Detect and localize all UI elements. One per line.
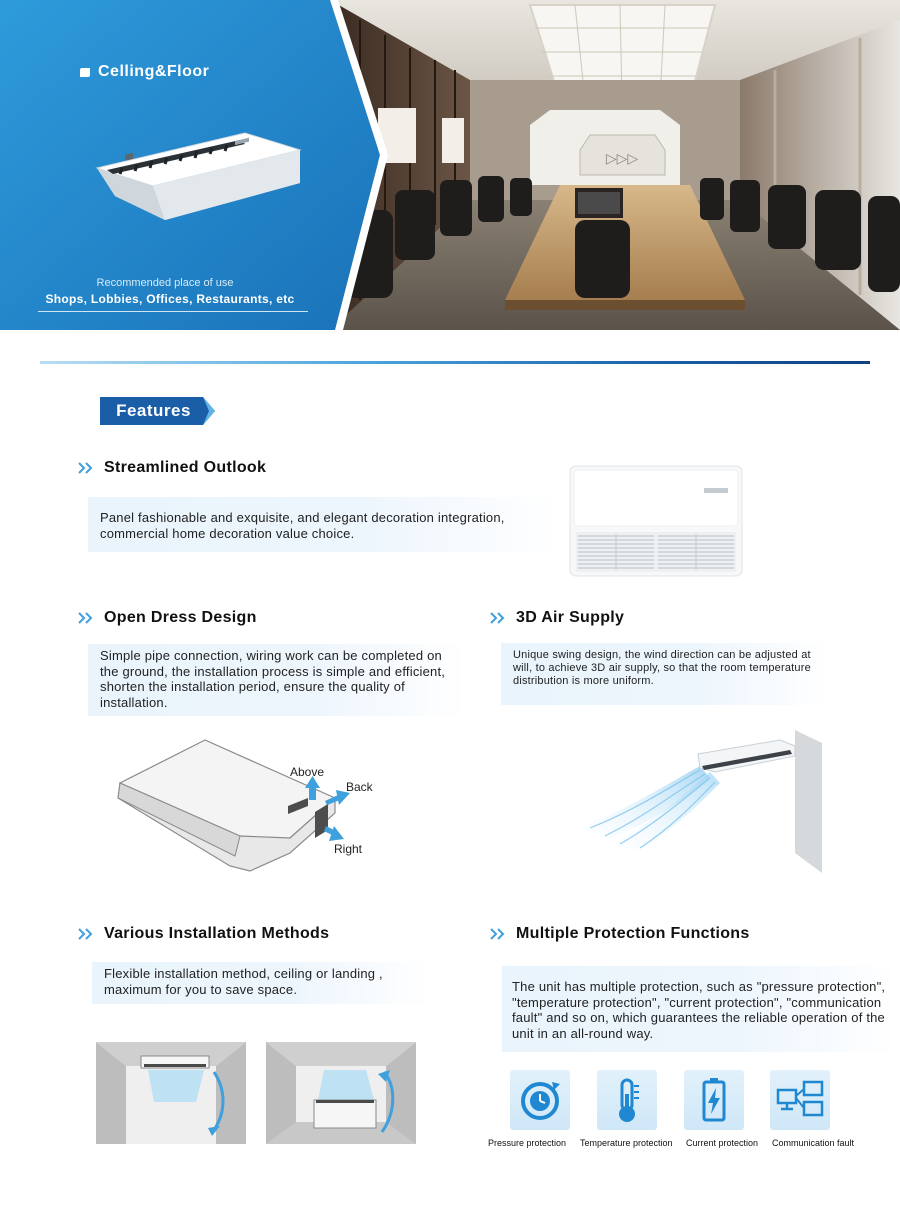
installation-body: Flexible installation method, ceiling or landing , maximum for you to save space.	[104, 966, 383, 997]
battery-bolt-icon	[684, 1070, 744, 1130]
title-bullet-icon	[80, 68, 90, 77]
protection-body: The unit has multiple protection, such as "pressure protection", "temperature protection", "current protection", "communication fault" and so on, which guarantees the reliable operation of the unit in an all-round way.	[512, 979, 886, 1041]
pipe-connection-diagram	[110, 738, 370, 873]
protection-heading	[490, 925, 750, 943]
air-flow-illustration	[550, 728, 830, 878]
ceiling-floor-unit-image	[95, 128, 305, 223]
pressure-gauge-icon	[510, 1070, 570, 1130]
hero-underline	[38, 311, 308, 312]
installation-title: Various Installation Methods	[104, 925, 330, 942]
streamlined-title: Streamlined Outlook	[104, 459, 267, 476]
temperature-protection-label: Temperature protection	[580, 1138, 673, 1148]
communication-fault-tile	[770, 1070, 830, 1130]
open-dress-heading	[78, 609, 257, 627]
hero-title	[80, 63, 209, 81]
recommend-places: Shops, Lobbies, Offices, Restaurants, etc	[45, 292, 295, 306]
open-dress-text-box	[88, 644, 468, 716]
ceiling-install-diagram	[96, 1042, 246, 1144]
label-right: Right	[334, 842, 363, 856]
double-chevron-icon	[490, 612, 508, 624]
streamlined-text-box	[88, 497, 558, 552]
open-dress-title: Open Dress Design	[104, 609, 257, 626]
hero-title-text: Celling&Floor	[98, 63, 210, 80]
floor-unit-front-image	[566, 462, 746, 578]
svg-text:▷▷▷: ▷▷▷	[605, 151, 639, 167]
temperature-protection-tile	[597, 1070, 657, 1130]
current-protection-label: Current protection	[686, 1138, 759, 1148]
section-divider	[40, 361, 870, 364]
streamlined-heading	[78, 459, 266, 477]
features-tag	[100, 397, 215, 425]
hero-banner	[0, 0, 900, 330]
double-chevron-icon	[78, 612, 96, 624]
installation-heading	[78, 925, 329, 943]
label-above: Above	[290, 765, 325, 779]
air-supply-text-box	[501, 643, 831, 705]
pressure-protection-tile	[510, 1070, 570, 1130]
air-supply-title: 3D Air Supply	[516, 609, 625, 626]
communication-fault-label: Communication fault	[772, 1138, 855, 1148]
double-chevron-icon	[490, 928, 508, 940]
air-supply-body: Unique swing design, the wind direction can be adjusted at will, to achieve 3D air supply, so that the room temperature distribution is more uniform.	[513, 649, 811, 687]
thermometer-icon	[597, 1070, 657, 1130]
protection-title: Multiple Protection Functions	[516, 925, 750, 942]
installation-text-box	[92, 962, 432, 1004]
features-tag-label: Features	[116, 401, 191, 420]
label-back: Back	[346, 780, 373, 794]
open-dress-body: Simple pipe connection, wiring work can be completed on the ground, the installation process is simple and efficient, shorten the installation period, ensure the quality of installation.	[100, 648, 446, 710]
recommend-label: Recommended place of use	[96, 277, 234, 289]
pressure-protection-label: Pressure protection	[488, 1138, 567, 1148]
double-chevron-icon	[78, 928, 96, 940]
streamlined-body: Panel fashionable and exquisite, and elegant decoration integration, commercial home decoration value choice.	[100, 510, 505, 541]
air-supply-heading	[490, 609, 624, 627]
protection-text-box	[502, 966, 898, 1052]
floor-install-diagram	[266, 1042, 416, 1144]
current-protection-tile	[684, 1070, 744, 1130]
double-chevron-icon	[78, 462, 96, 474]
network-computers-icon	[770, 1070, 830, 1130]
